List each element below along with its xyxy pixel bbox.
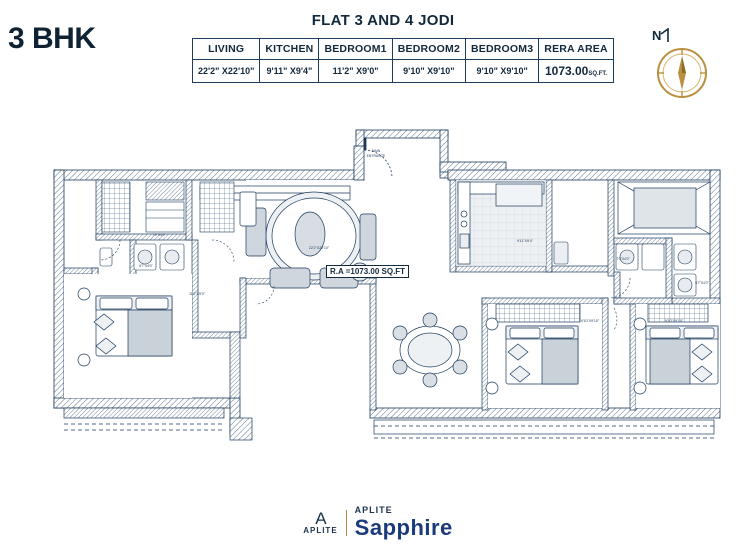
room-label-toilet-3: 7'0"X4'0" [616, 257, 630, 261]
aplite-logo-mark [303, 510, 337, 535]
room-label-toilet-1: 7'0"X4'0" [152, 233, 166, 237]
aplite-glyph-icon: A [315, 509, 326, 529]
main-entrance-label: MAIN [371, 149, 381, 153]
flat-title: FLAT 3 AND 4 JODI [311, 12, 455, 29]
room-label-living: 22'2"X22'10" [308, 246, 330, 250]
column-header-kitchen: KITCHEN [260, 39, 319, 60]
floor-plan-drawing [34, 118, 724, 468]
room-label-toilet-2: 6'7"X4'0" [139, 264, 153, 268]
room-label-bedroom-left: 11'2"X9'0" [188, 292, 206, 296]
brand-names [355, 506, 453, 539]
rera-area-note: R.A =1073.00 SQ.FT [326, 265, 409, 278]
room-label-toilet-4: 6'7"X4'0" [695, 281, 709, 285]
column-header-bedroom3: BEDROOM3 [466, 39, 539, 60]
brand-sapphire-label: Sapphire [354, 514, 453, 540]
room-label-kitchen: 9'11"X9'4" [516, 239, 534, 243]
brand-footer [0, 506, 756, 539]
table-header-row [193, 39, 614, 60]
brand-aplite-label: APLITE [354, 505, 393, 516]
column-header-bedroom1: BEDROOM1 [319, 39, 392, 60]
svg-text:ENTRANCE: ENTRANCE [366, 154, 386, 158]
cell-kitchen-size: 9'11" X9'4" [260, 60, 319, 83]
column-header-bedroom2: BEDROOM2 [392, 39, 465, 60]
column-header-rera-area: RERA AREA [539, 39, 613, 60]
cell-living-size: 22'2" X22'10" [193, 60, 260, 83]
compass-north-label: N [652, 28, 662, 43]
cell-rera-area [539, 60, 613, 83]
brand-divider [346, 510, 347, 536]
cell-bedroom3-size: 9'10" X9'10" [466, 60, 539, 83]
page-title: 3 BHK [8, 22, 96, 55]
rera-unit: SQ.FT. [588, 71, 608, 77]
room-label-bedroom-right: 9'10"X9'10" [664, 319, 684, 323]
rera-value: 1073.00 [544, 64, 589, 78]
room-label-bedroom-middle: 9'10"X9'10" [580, 319, 600, 323]
cell-bedroom1-size: 11'2" X9'0" [319, 60, 392, 83]
floor-plan [34, 118, 724, 468]
aplite-mark-word: APLITE [303, 526, 338, 536]
compass-widget [648, 28, 714, 102]
cell-bedroom2-size: 9'10" X9'10" [392, 60, 465, 83]
column-header-living: LIVING [193, 39, 260, 60]
specification-table [192, 38, 614, 83]
table-row [193, 60, 614, 83]
